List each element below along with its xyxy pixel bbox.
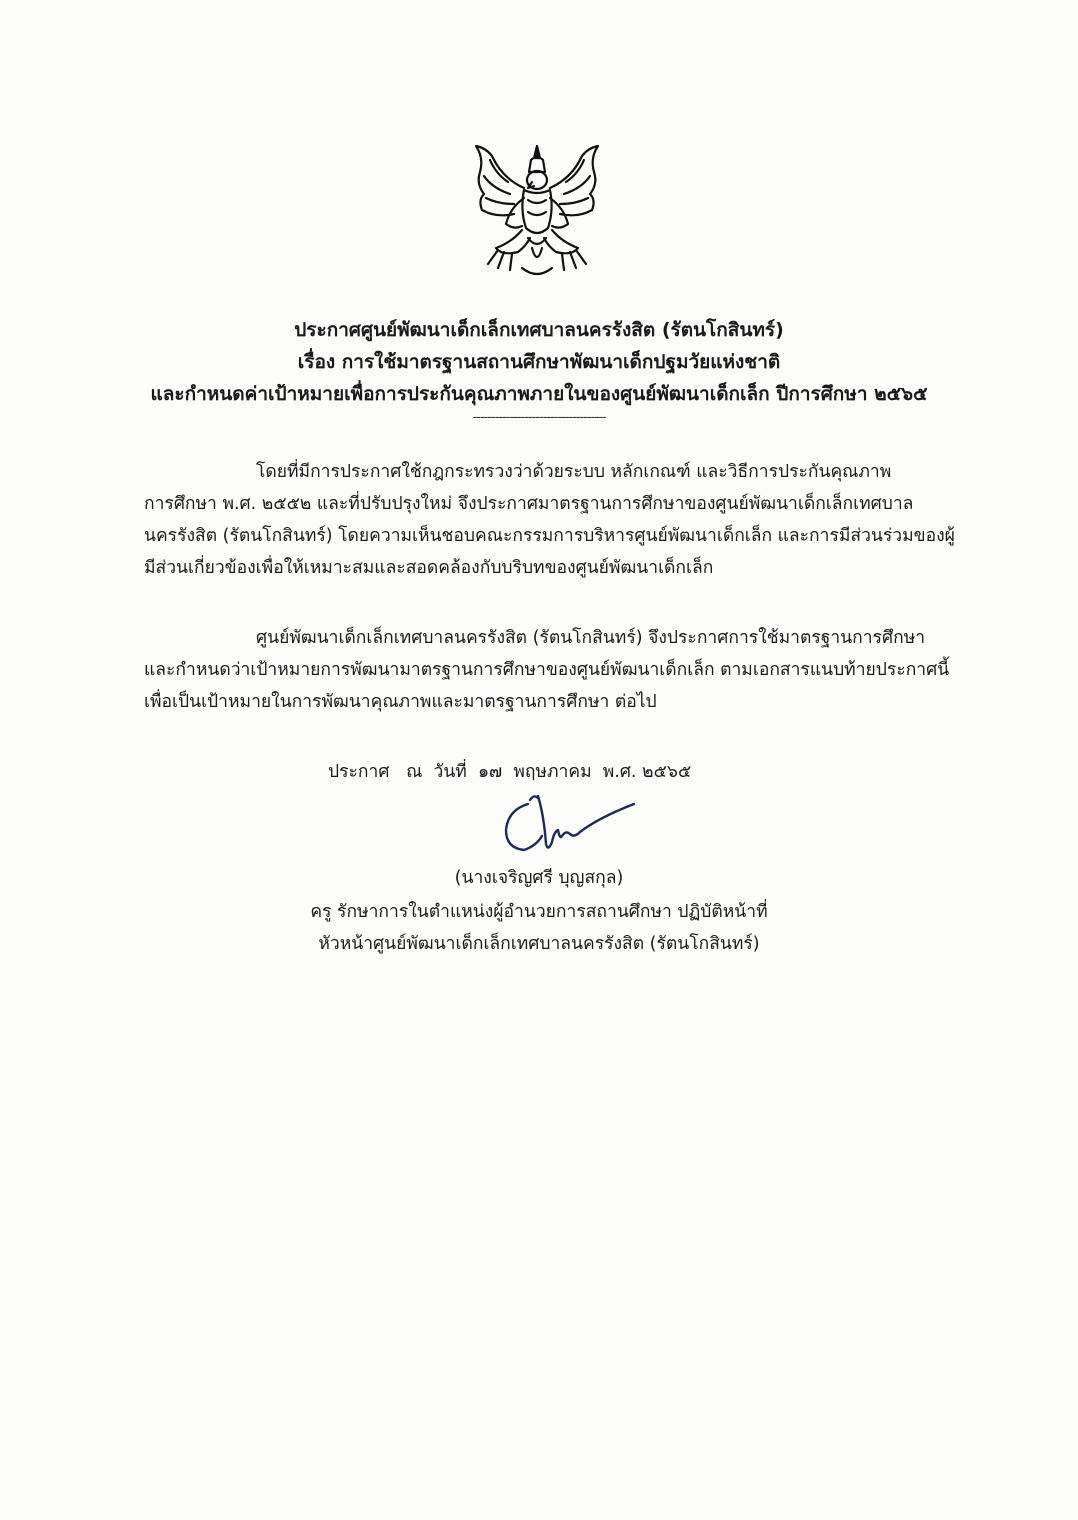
announcement-date: ประกาศ ณ วันที่ ๑๗ พฤษภาคม พ.ศ. ๒๕๖๕ [328, 762, 692, 782]
title-separator: ------------------------------------ [472, 410, 606, 425]
paragraph-2-line: เพื่อเป็นเป้าหมายในการพัฒนาคุณภาพและมาตรฐานการศึกษา ต่อไป [144, 692, 657, 712]
paragraph-1 [144, 456, 955, 584]
paragraph-1-line: โดยที่มีการประกาศใช้กฎกระทรวงว่าด้วยระบบ หลักเกณฑ์ และวิธีการประกันคุณภาพ [256, 462, 892, 482]
paragraph-2 [144, 622, 950, 718]
paragraph-1-line: การศึกษา พ.ศ. ๒๕๕๒ และที่ปรับปรุงใหม่ จึงประกาศมาตรฐานการศึกษาของศูนย์พัฒนาเด็กเล็กเทศบาล [144, 494, 914, 514]
announcement-subject: เรื่อง การใช้มาตรฐานสถานศึกษาพัฒนาเด็กปฐมวัยแห่งชาติ [297, 351, 781, 373]
paragraph-2-line: ศูนย์พัฒนาเด็กเล็กเทศบาลนครรังสิต (รัตนโกสินทร์) จึงประกาศการใช้มาตรฐานการศึกษา [256, 628, 926, 648]
signer-position: ครู รักษาการในตำแหน่งผู้อำนวยการสถานศึกษา ปฏิบัติหน้าที่ [310, 902, 768, 922]
signer-position-line2: หัวหน้าศูนย์พัฒนาเด็กเล็กเทศบาลนครรังสิต (รัตนโกสินทร์) [318, 934, 760, 954]
paragraph-1-line: นครรังสิต (รัตนโกสินทร์) โดยความเห็นชอบคณะกรรมการบริหารศูนย์พัฒนาเด็กเล็ก และการมีส่วนร่วมของผู้ [144, 526, 955, 546]
garuda-emblem-icon [462, 138, 612, 288]
signer-name: (นางเจริญศรี บุญสกุล) [454, 868, 624, 888]
handwritten-signature-icon [498, 786, 648, 866]
announcement-title: ประกาศศูนย์พัฒนาเด็กเล็กเทศบาลนครรังสิต (รัตนโกสินทร์) [294, 319, 784, 341]
paragraph-1-line: มีส่วนเกี่ยวข้องเพื่อให้เหมาะสมและสอดคล้องกับบริบทของศูนย์พัฒนาเด็กเล็ก [144, 558, 714, 578]
announcement-subject-line2: และกำหนดค่าเป้าหมายเพื่อการประกันคุณภาพภายในของศูนย์พัฒนาเด็กเล็ก ปีการศึกษา ๒๕๖๕ [150, 383, 928, 405]
paragraph-2-line: และกำหนดว่าเป้าหมายการพัฒนามาตรฐานการศึกษาของศูนย์พัฒนาเด็กเล็ก ตามเอกสารแนบท้ายประกาศนี้ [144, 660, 950, 680]
